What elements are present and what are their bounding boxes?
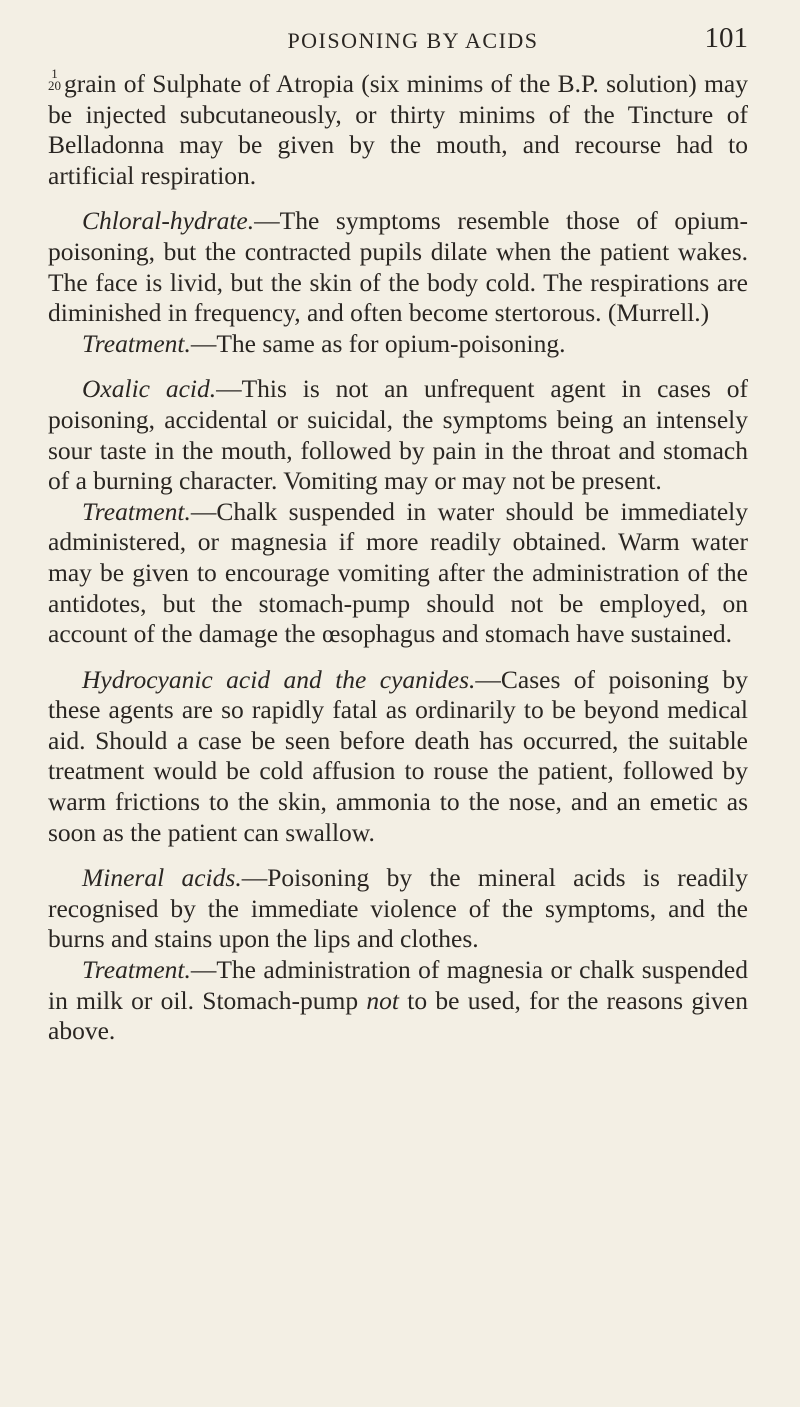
mineral-text: —Poisoning by the mineral acids is readily recognised by the immediate violence of the symptoms, and the burns and stains upon the lips and clothes. xyxy=(48,863,748,954)
paragraph-mineral-acids xyxy=(48,863,748,955)
hydrocyanic-text: —Cases of poisoning by these agents are so rapidly fatal as ordinarily to be beyond medical aid. Should a case be seen before death has occurred, the suitable treatment would be cold affusion to rouse the patient, followed by warm frictions to the skin, ammonia to the nose, and an emetic as soon as the patient can swallow. xyxy=(48,664,748,847)
paragraph-oxalic-treatment xyxy=(48,497,748,650)
mineral-heading: Mineral acids. xyxy=(82,863,242,893)
running-head xyxy=(48,0,748,64)
fraction-numerator: 1 xyxy=(51,66,58,81)
oxalic-heading: Oxalic acid. xyxy=(82,374,217,404)
mineral-treatment-text-before: —The administration of magnesia or chalk suspended in milk or oil. Stomach-pump xyxy=(48,955,748,1015)
body-text xyxy=(48,68,748,1047)
fraction-one-twentieth xyxy=(48,68,61,92)
oxalic-text: —This is not an unfrequent agent in cases of poisoning, accidental or suicidal, the symptoms being an intensely sour taste in the mouth, followed by pain in the throat and stomach of a burning character. Vomiting may or may not be present. xyxy=(48,374,748,496)
paragraph-hydrocyanic-acid xyxy=(48,665,748,849)
mineral-treatment-emphasis: not xyxy=(366,985,399,1015)
mineral-treatment-heading: Treatment. xyxy=(82,955,191,985)
oxalic-treatment-heading: Treatment. xyxy=(82,496,191,526)
hydrocyanic-heading: Hydrocyanic acid and the cyanides. xyxy=(82,664,476,694)
fraction-denominator: 20 xyxy=(48,78,61,93)
page-number: 101 xyxy=(704,22,748,54)
chloral-heading: Chloral-hydrate. xyxy=(82,206,255,236)
atropia-text: grain of Sulphate of Atropia (six minims of the B.P. solution) may be injected subcutaneously, or thirty minims of the Tincture of Belladonna may be given by the mouth, and recourse had to artificial respiration. xyxy=(48,69,748,190)
paragraph-mineral-treatment xyxy=(48,955,748,1047)
paragraph-atropia xyxy=(48,68,748,191)
oxalic-treatment-text: —Chalk suspended in water should be immediately administered, or magnesia if more readily obtained. Warm water may be given to encourage vomiting after the administration of the antidotes, but the stomach-pump should not be employed, on account of the damage the œsophagus and stomach have sustained. xyxy=(48,496,748,649)
chloral-treatment-heading: Treatment. xyxy=(82,328,191,358)
mineral-treatment-text-after: to be used, for the reasons given above. xyxy=(48,985,748,1046)
paragraph-chloral-treatment xyxy=(48,329,748,360)
chloral-treatment-text: —The same as for opium-poisoning. xyxy=(190,328,566,358)
chloral-text: —The symptoms resemble those of opium-poisoning, but the contracted pupils dilate when the patient wakes. The face is livid, but the skin of the body cold. The respirations are diminished in frequency, and often become stertorous. (Murrell.) xyxy=(48,206,748,328)
paragraph-oxalic-acid xyxy=(48,374,748,496)
running-title: POISONING BY ACIDS xyxy=(287,28,539,53)
paragraph-chloral-hydrate xyxy=(48,206,748,328)
